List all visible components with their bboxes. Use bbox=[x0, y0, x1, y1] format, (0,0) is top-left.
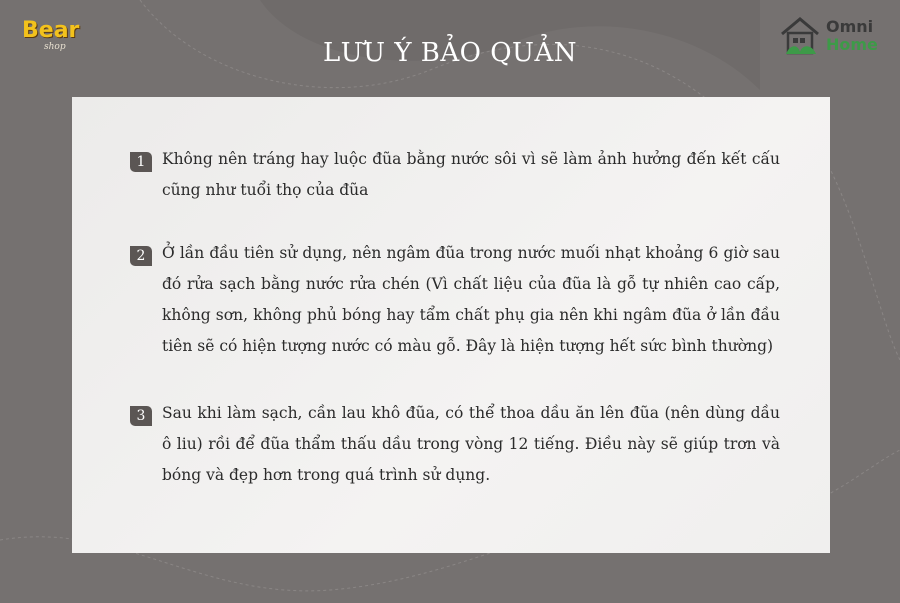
page-title: LƯU Ý BẢO QUẢN bbox=[323, 38, 577, 68]
omni-logo-line2: Home bbox=[826, 35, 878, 54]
note-number-badge: 3 bbox=[130, 406, 152, 426]
note-text: Ở lần đầu tiên sử dụng, nên ngâm đũa trong nước muối nhạt khoảng 6 giờ sau đó rửa sạch bằng nước rửa chén (Vì chất liệu của đũa là gỗ tự nhiên cao cấp, không sơn, không phủ bóng hay tẩm chất phụ gia nên khi ngâm đũa ở lần đầu tiên sẽ có hiện tượng nước có màu gỗ. Đây là hiện tượng hết sức bình thường) bbox=[162, 244, 780, 355]
note-item-3 bbox=[130, 398, 780, 491]
note-number-badge: 2 bbox=[130, 246, 152, 266]
note-number-badge: 1 bbox=[130, 152, 152, 172]
note-text: Sau khi làm sạch, cần lau khô đũa, có thể thoa dầu ăn lên đũa (nên dùng dầu ô liu) rồi để đũa thẩm thấu dầu trong vòng 12 tiếng. Điều này sẽ giúp trơn và bóng và đẹp hơn trong quá trình sử dụng. bbox=[162, 404, 780, 484]
bear-logo-sub: shop bbox=[44, 42, 66, 52]
omni-logo-line1: Omni bbox=[826, 17, 874, 36]
notes-card bbox=[72, 97, 830, 553]
note-item-1 bbox=[130, 144, 780, 206]
bear-logo-text: Bear bbox=[22, 18, 80, 43]
note-text: Không nên tráng hay luộc đũa bằng nước sôi vì sẽ làm ảnh hưởng đến kết cấu cũng như tuổi thọ của đũa bbox=[162, 150, 780, 199]
note-item-2 bbox=[130, 238, 780, 362]
